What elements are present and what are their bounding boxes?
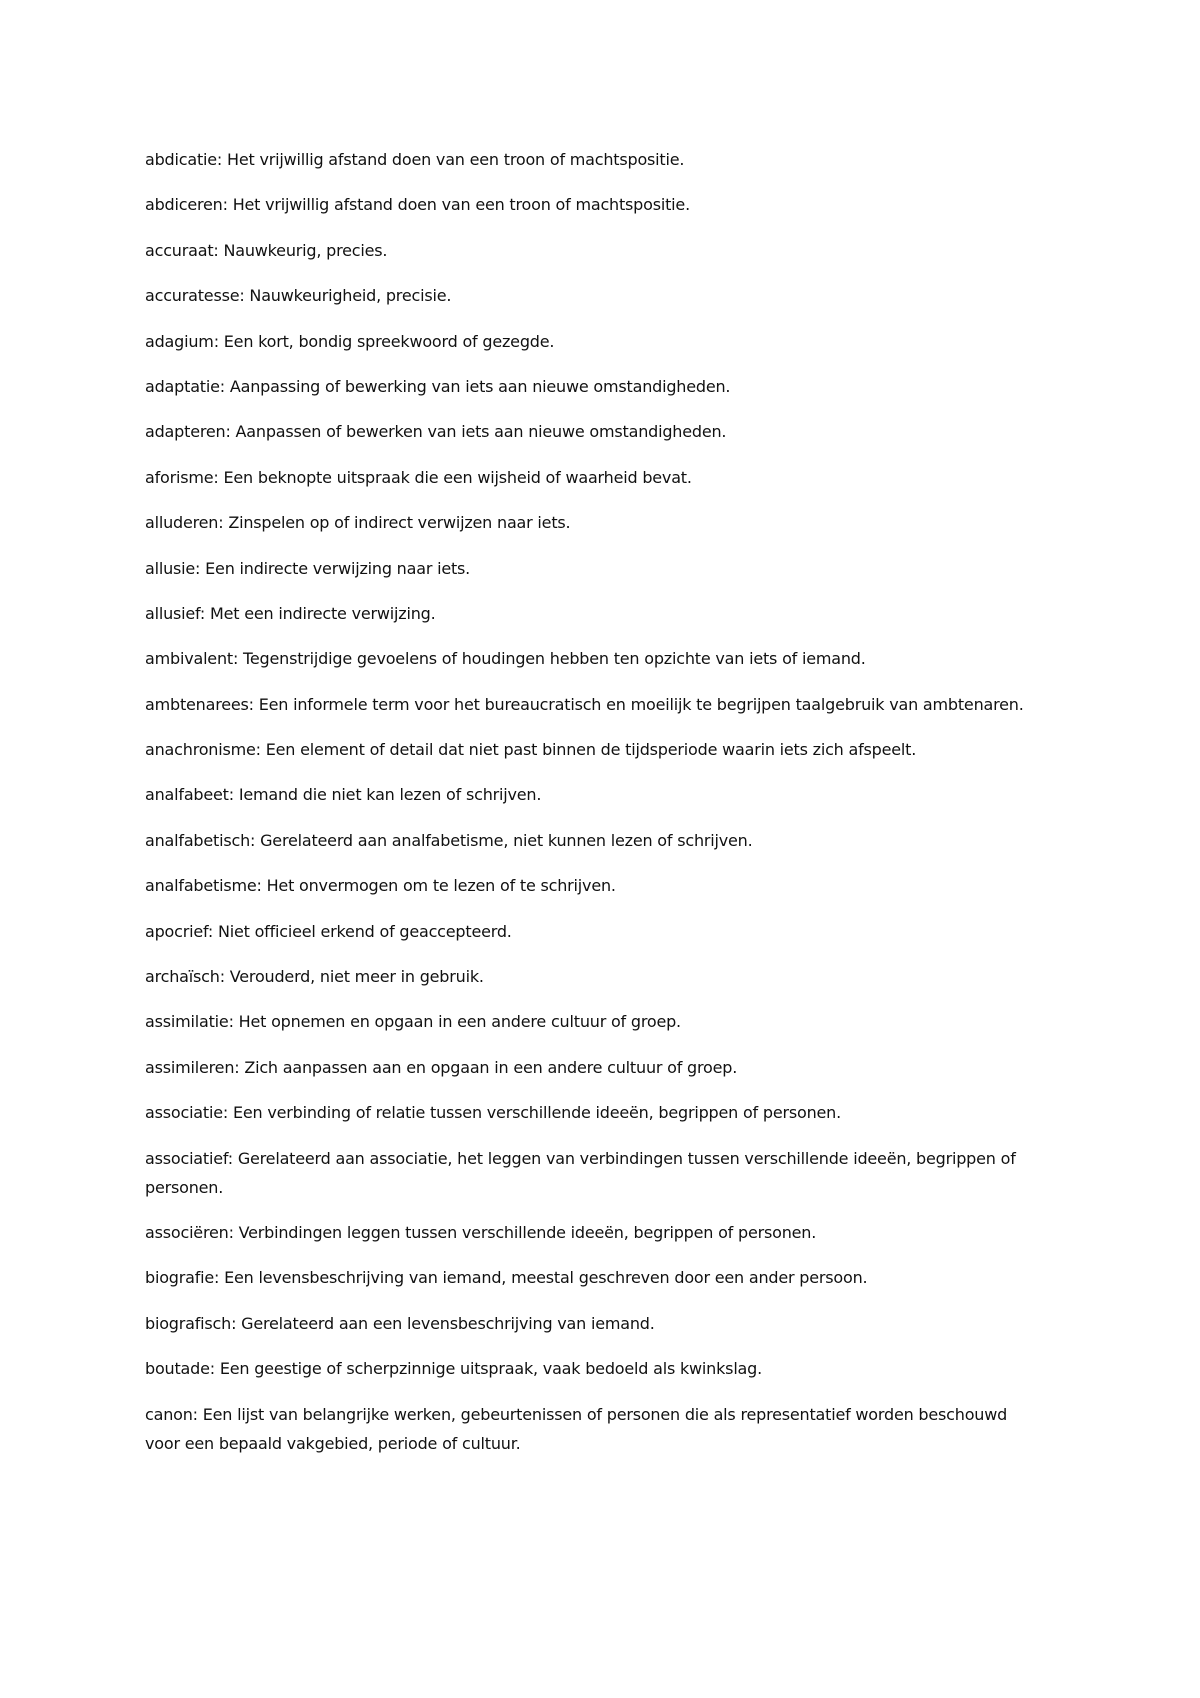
glossary-entry: associatie: Een verbinding of relatie tussen verschillende ideeën, begrippen of personen. (145, 1103, 841, 1123)
glossary-list (145, 145, 1045, 1474)
glossary-entry: anachronisme: Een element of detail dat niet past binnen de tijdsperiode waarin iets zich afspeelt. (145, 740, 917, 760)
glossary-entry: accuratesse: Nauwkeurigheid, precisie. (145, 286, 452, 306)
glossary-entry: analfabetisme: Het onvermogen om te lezen of te schrijven. (145, 876, 616, 896)
glossary-entry: associëren: Verbindingen leggen tussen verschillende ideeën, begrippen of personen. (145, 1222, 817, 1242)
glossary-entry: analfabetisch: Gerelateerd aan analfabetisme, niet kunnen lezen of schrijven. (145, 830, 753, 850)
glossary-entry: adagium: Een kort, bondig spreekwoord of gezegde. (145, 331, 555, 351)
glossary-entry: allusief: Met een indirecte verwijzing. (145, 603, 436, 623)
glossary-entry: allusie: Een indirecte verwijzing naar iets. (145, 558, 471, 578)
glossary-entry: boutade: Een geestige of scherpzinnige uitspraak, vaak bedoeld als kwinkslag. (145, 1359, 763, 1379)
glossary-entry: accuraat: Nauwkeurig, precies. (145, 240, 388, 260)
glossary-entry: aforisme: Een beknopte uitspraak die een wijsheid of waarheid bevat. (145, 467, 692, 487)
glossary-entry: alluderen: Zinspelen op of indirect verwijzen naar iets. (145, 513, 571, 533)
glossary-entry: analfabeet: Iemand die niet kan lezen of schrijven. (145, 785, 542, 805)
glossary-entry: assimileren: Zich aanpassen aan en opgaan in een andere cultuur of groep. (145, 1057, 738, 1077)
glossary-entry: ambtenarees: Een informele term voor het bureaucratisch en moeilijk te begrijpen taalgebruik van ambtenaren. (145, 694, 1024, 714)
glossary-entry: abdiceren: Het vrijwillig afstand doen van een troon of machtspositie. (145, 195, 690, 215)
glossary-entry: associatief: Gerelateerd aan associatie, het leggen van verbindingen tussen verschillende ideeën, begrippen of personen. (145, 1148, 1016, 1197)
glossary-entry: adapteren: Aanpassen of bewerken van iets aan nieuwe omstandigheden. (145, 422, 727, 442)
glossary-entry: apocrief: Niet officieel erkend of geaccepteerd. (145, 921, 512, 941)
glossary-entry: biografie: Een levensbeschrijving van iemand, meestal geschreven door een ander persoon. (145, 1268, 868, 1288)
glossary-entry: adaptatie: Aanpassing of bewerking van iets aan nieuwe omstandigheden. (145, 376, 731, 396)
glossary-entry: canon: Een lijst van belangrijke werken, gebeurtenissen of personen die als representatief worden beschouwd voor een bepaald vakgebied, periode of cultuur. (145, 1404, 1008, 1453)
glossary-entry: assimilatie: Het opnemen en opgaan in een andere cultuur of groep. (145, 1012, 681, 1032)
glossary-entry: archaïsch: Verouderd, niet meer in gebruik. (145, 967, 484, 987)
glossary-entry: biografisch: Gerelateerd aan een levensbeschrijving van iemand. (145, 1313, 655, 1333)
glossary-entry: abdicatie: Het vrijwillig afstand doen van een troon of machtspositie. (145, 150, 685, 169)
glossary-entry: ambivalent: Tegenstrijdige gevoelens of houdingen hebben ten opzichte van iets of iemand. (145, 649, 866, 669)
